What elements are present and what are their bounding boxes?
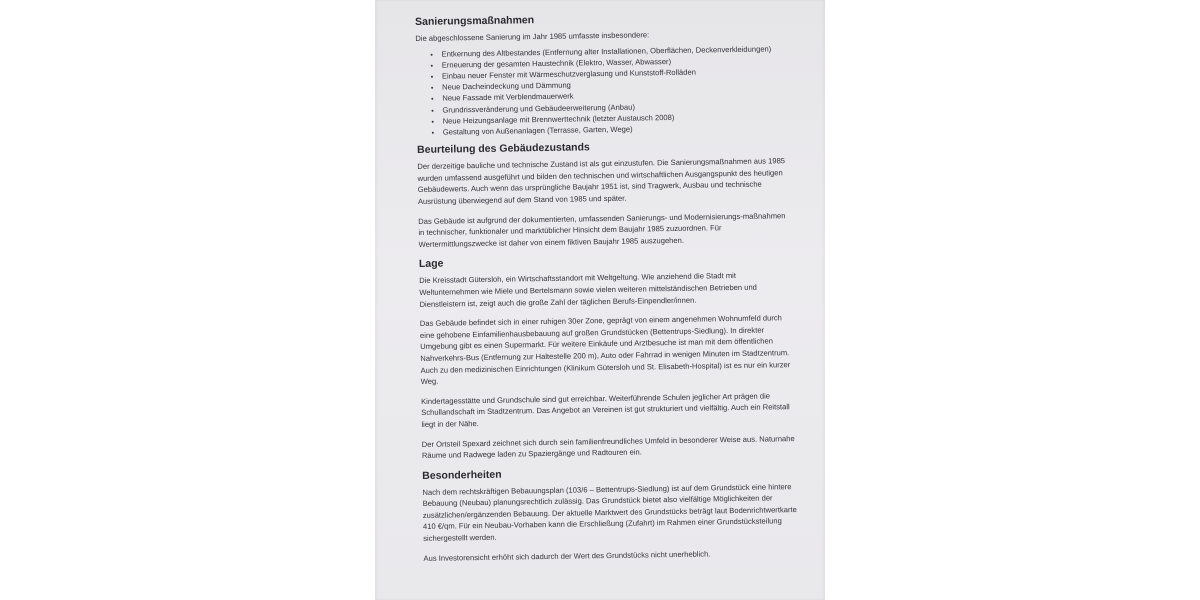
list-item: • Gestaltung von Außenanlagen (Terrasse, Garten, Wege)	[443, 121, 792, 138]
document-content	[415, 10, 799, 572]
list-item: • Neue Fassade mit Verblendmauerwerk	[442, 88, 791, 105]
renovation-list	[416, 43, 792, 139]
paragraph: Das Gebäude ist aufgrund der dokumentierten, umfassenden Sanierungs- und Modernisierungs-maßnahmen in technischer, funktionaler und marktüblicher Hinsicht dem Baujahr 1985 zuzuordnen. Für Wertermittlungszwecke ist daher von einem fiktiven Baujahr 1985 auszugehen.	[418, 210, 786, 249]
heading-renovation: Sanierungsmaßnahmen	[415, 14, 535, 28]
heading-location: Lage	[418, 257, 444, 271]
section-renovation	[415, 10, 792, 138]
paragraph: Kindertagesstätte und Grundschule sind gut erreichbar. Weiterführende Schulen jeglicher Art prägen die Schullandschaft im Stadtzentrum. Das Angebot an Vereinen ist gut strukturiert und vielfältig. Auch ein Reitstall liegt in der Nähe.	[420, 391, 790, 429]
list-item: • Einbau neuer Fenster mit Wärmeschutzverglasung und Kunststoff-Rolläden	[442, 65, 791, 82]
paragraph: Aus Investorensicht erhöht sich dadurch der Wert des Grundstücks nicht unerheblich.	[423, 549, 711, 563]
list-item: • Neue Dacheindeckung und Dämmung	[442, 76, 791, 93]
paragraph: Das Gebäude befindet sich in einer ruhigen 30er Zone, geprägt von einem angenehmen Wohnumfeld durch eine gehobene Einfamilienhausbebauung auf großen Grundstücken (Bettentrups-Siedlung). In direkter Umgebung gibt es einen Supermarkt. Für weitere Einkäufe und Arztbesuche ist man mit dem öffentlichen Nahverkehrs-Bus (Entfernung zur Haltestelle 200 m), Auto oder Fahrrad in wenigen Minuten im Stadtzentrum. Auch zu den medizinischen Einrichtungen (Klinikum Gütersloh und St. Elisabeth-Hospital) ist es nur ein kurzer Weg.	[419, 313, 791, 387]
section-special	[422, 464, 798, 564]
paragraph: Nach dem rechtskräftigen Bebauungsplan (103/6 – Bettentrups-Siedlung) ist auf dem Grundstück eine hintere Bebauung (Neubau) planungsrechtlich zulässig. Das Grundstück bietet also vielfältige Möglichkeiten der zusätzlichen/ergänzenden Bebauung. Der aktuelle Marktwert des Grundstücks beträgt laut Bodenrichtwertkarte 410 €/qm. Für ein Neubau-Vorhaben kann die Erschließung (Zufahrt) im Rahmen einer Grundstücksteilung sichergestellt werden.	[422, 481, 797, 543]
paragraph: Der derzeitige bauliche und technische Zustand ist als gut einzustufen. Die Sanierungsmaßnahmen aus 1985 wurden umfassend ausgeführt und bilden den technischen und wirtschaftlichen Ausgangspunkt des heutigen Gebäudewerts. Auch wenn das ursprüngliche Baujahr 1951 ist, sind Tragwerk, Ausbau und technische Ausrüstung überwiegend auf dem Stand von 1985 und später.	[417, 156, 786, 206]
paragraph: Der Ortsteil Spexard zeichnet sich durch sein familienfreundliches Umfeld in besonderer Weise aus. Naturnahe Räume und Radwege laden zu Spaziergänge und Radtouren ein.	[421, 433, 795, 461]
list-item: • Neue Heizungsanlage mit Brennwerttechnik (letzter Austausch 2008)	[443, 110, 792, 127]
renovation-intro: Die abgeschlossene Sanierung im Jahr 1985 umfasste insbesondere:	[415, 30, 650, 43]
section-assessment	[417, 138, 794, 250]
heading-special: Besonderheiten	[422, 468, 502, 482]
list-item: • Grundrissveränderung und Gebäudeerweiterung (Anbau)	[442, 99, 791, 116]
heading-assessment: Beurteilung des Gebäudezustands	[417, 141, 590, 157]
list-item: • Erneuerung der gesamten Haustechnik (Elektro, Wasser, Abwasser)	[442, 54, 791, 71]
paragraph: Die Kreisstadt Gütersloh, ein Wirtschaftsstandort mit Weltgeltung. Wie anziehend die Stadt mit Weltunternehmen wie Miele und Bertelsmann sowie vielen weiteren mittelständischen Betrieben und Dienstleistern ist, zeigt auch die große Zahl der täglichen Berufs-Einpendler/innen.	[419, 271, 757, 309]
list-item: • Entkernung des Altbestandes (Entfernung alter Installationen, Oberflächen, Deckenverkleidungen)	[442, 43, 791, 60]
document-page	[375, 0, 825, 600]
section-location	[419, 252, 797, 461]
